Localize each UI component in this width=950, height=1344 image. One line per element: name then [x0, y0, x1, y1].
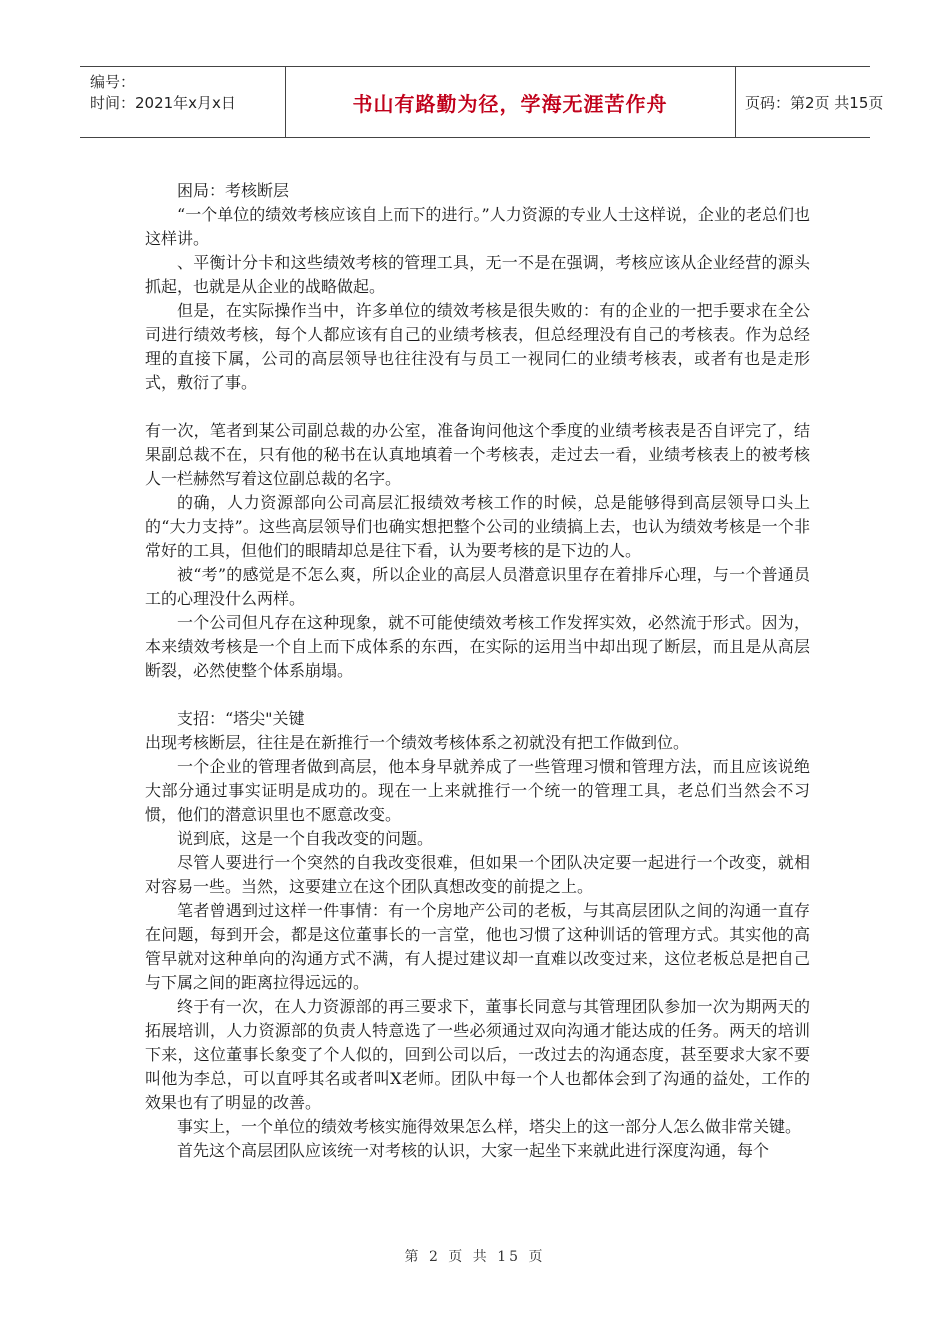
header-page-cell: [735, 67, 884, 137]
body-paragraph: 但是，在实际操作当中，许多单位的绩效考核是很失败的：有的企业的一把手要求在全公司进行绩效考核，每个人都应该有自己的业绩考核表，但总经理没有自己的考核表。作为总经理的直接下属，公司的高层领导也往往没有与员工一视同仁的业绩考核表，或者有也是走形式，敷衍了事。: [145, 301, 810, 392]
body-paragraph: 的确，人力资源部向公司高层汇报绩效考核工作的时候，总是能够得到高层领导口头上的“大力支持”。这些高层领导们也确实想把整个公司的业绩搞上去，也认为绩效考核是一个非常好的工具，但他们的眼睛却总是往下看，认为要考核的是下边的人。: [145, 493, 810, 560]
motto-text: 书山有路勤为径，学海无涯苦作舟: [352, 92, 668, 116]
body-paragraph: 事实上，一个单位的绩效考核实施得效果怎么样，塔尖上的这一部分人怎么做非常关键。: [177, 1117, 802, 1136]
page-footer: 第 2 页 共 15 页: [404, 1249, 546, 1265]
paragraph-spacer: [145, 683, 810, 707]
body-paragraph: 出现考核断层，往往是在新推行一个绩效考核体系之初就没有把工作做到位。: [145, 733, 690, 752]
date-label: 时间：2021年x月x日: [90, 94, 236, 112]
paragraph-spacer: [145, 395, 810, 419]
body-paragraph: 困局：考核断层: [177, 181, 290, 200]
body-paragraph: 笔者曾遇到过这样一件事情：有一个房地产公司的老板，与其高层团队之间的沟通一直存在问题，每到开会，都是这位董事长的一言堂，他也习惯了这种训话的管理方式。其实他的高管早就对这种单向的沟通方式不满，有人提过建议却一直难以改变过来，这位老板总是把自己与下属之间的距离拉得远远的。: [145, 901, 810, 992]
body-paragraph: “一个单位的绩效考核应该自上而下的进行。”人力资源的专业人士这样说，企业的老总们也这样讲。: [145, 205, 810, 248]
body-paragraph: 说到底，这是一个自我改变的问题。: [177, 829, 434, 848]
body-paragraph: 支招：“塔尖"关键: [177, 709, 305, 728]
body-paragraph: 首先这个高层团队应该统一对考核的认识，大家一起坐下来就此进行深度沟通，每个: [177, 1141, 770, 1160]
body-paragraph: 有一次，笔者到某公司副总裁的办公室，准备询问他这个季度的业绩考核表是否自评完了，结果副总裁不在，只有他的秘书在认真地填着一个考核表，走过去一看，业绩考核表上的被考核人一栏赫然写着这位副总裁的名字。: [145, 421, 810, 488]
header-meta-cell: [80, 67, 286, 137]
body-paragraph: 终于有一次，在人力资源部的再三要求下，董事长同意与其管理团队参加一次为期两天的拓展培训，人力资源部的负责人特意选了一些必须通过双向沟通才能达成的任务。两天的培训下来，这位董事长象变了个人似的，回到公司以后，一改过去的沟通态度，甚至要求大家不要叫他为李总，可以直呼其名或者叫X老师。团队中每一个人也都体会到了沟通的益处，工作的效果也有了明显的改善。: [145, 997, 810, 1112]
body-paragraph: 被“考”的感觉是不怎么爽，所以企业的高层人员潜意识里存在着排斥心理，与一个普通员工的心理没什么两样。: [145, 565, 810, 608]
body-paragraph: 一个公司但凡存在这种现象，就不可能使绩效考核工作发挥实效，必然流于形式。因为，本来绩效考核是一个自上而下成体系的东西，在实际的运用当中却出现了断层，而且是从高层断裂，必然使整个体系崩塌。: [145, 613, 810, 680]
body-paragraph: 、平衡计分卡和这些绩效考核的管理工具，无一不是在强调，考核应该从企业经营的源头抓起，也就是从企业的战略做起。: [145, 253, 810, 296]
document-header: [80, 66, 884, 138]
header-motto-cell: [285, 67, 736, 137]
body-paragraph: 一个企业的管理者做到高层，他本身早就养成了一些管理习惯和管理方法，而且应该说绝大部分通过事实证明是成功的。现在一上来就推行一个统一的管理工具，老总们当然会不习惯，他们的潜意识里也不愿意改变。: [145, 757, 810, 824]
body-paragraph: 尽管人要进行一个突然的自我改变很难，但如果一个团队决定要一起进行一个改变，就相对容易一些。当然，这要建立在这个团队真想改变的前提之上。: [145, 853, 810, 896]
header-page-info: 页码：第2页 共15页: [745, 94, 884, 112]
serial-number-label: 编号：: [90, 73, 136, 91]
document-body: [145, 179, 810, 1163]
